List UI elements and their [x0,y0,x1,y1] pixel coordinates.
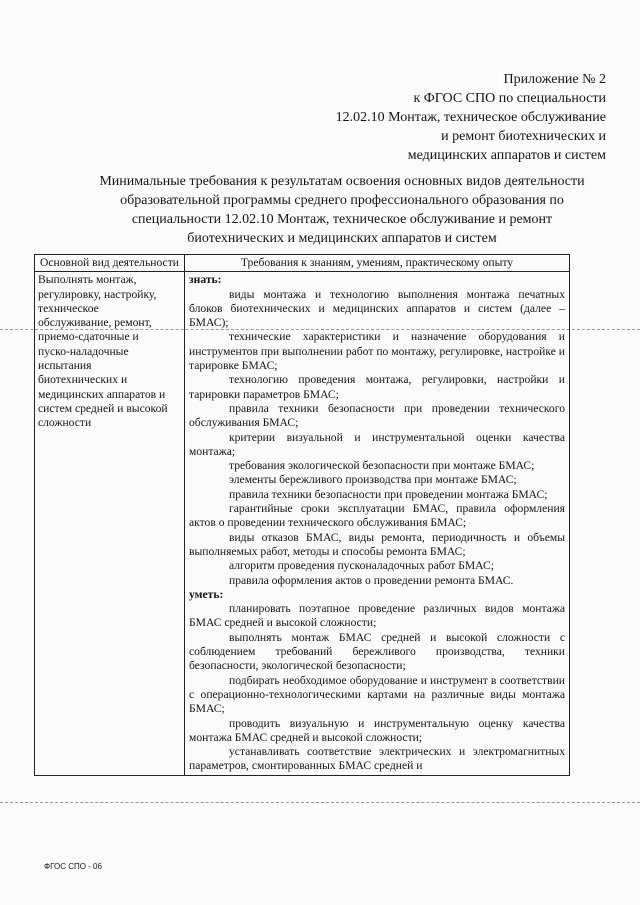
page-footer: ФГОС СПО - 06 [44,862,102,871]
skill-item: проводить визуальную и инструментальную оценку качества монтажа БМАС средней и высокой сложности; [189,716,565,744]
header-activity: Основной вид деятельности [35,255,185,272]
title-line: биотехнических и медицинских аппаратов и систем [187,231,497,246]
skill-item: планировать поэтапное проведение различных видов монтажа БМАС средней и высокой сложности; [189,602,565,630]
activity-line: Выполнять монтаж, [38,273,137,287]
header-requirements: Требования к знаниям, умениям, практическому опыту [185,255,570,272]
know-item: алгоритм проведения пусконаладочных работ БМАС; [229,559,494,573]
title-line: Минимальные требования к результатам освоения основных видов деятельности [99,174,585,189]
know-item: виды монтажа и технологию выполнения монтажа печатных блоков биотехнических и медицинских аппаратов и систем (далее – БМАС); [189,287,565,330]
know-item: требования экологической безопасности при монтаже БМАС; [229,459,535,473]
appendix-line: и ремонт биотехнических и [441,129,606,144]
know-item: критерии визуальной и инструментальной оценки качества монтажа; [189,430,565,458]
know-item: технологию проведения монтажа, регулировки, настройки и тарировки параметров БМАС; [189,373,565,401]
activity-line: систем средней и высокой [38,401,168,415]
activity-line: сложности [38,416,92,430]
know-item: технические характеристики и назначение оборудования и инструментов при выполнении работ по монтажу, регулировке, настройке и тарировке БМАС; [189,330,565,373]
table-header-row [35,255,570,272]
table-row [35,272,570,775]
scan-artifact-line [0,802,640,803]
appendix-line: Приложение № 2 [503,72,606,87]
know-item: гарантийные сроки эксплуатации БМАС, правила оформления актов о проведении технического обслуживания БМАС; [189,502,565,530]
activity-line: биотехнических и [38,373,128,387]
skill-item: подбирать необходимое оборудование и инструмент в соответствии с операционно-технологическими картами на различные виды монтажа БМАС; [189,673,565,716]
appendix-line: к ФГОС СПО по специальности [413,91,606,106]
skill-item: устанавливать соответствие электрических и электромагнитных параметров, смонтированных БМАС средней и [189,745,565,773]
know-item: виды отказов БМАС, виды ремонта, периодичность и объемы выполняемых работ, методы и способы ремонта БМАС; [189,530,565,558]
know-item: правила техники безопасности при проведении технического обслуживания БМАС; [189,401,565,430]
activity-cell [35,272,185,775]
appendix-line: 12.02.10 Монтаж, техническое обслуживание [335,110,606,125]
skill-item: выполнять монтаж БМАС средней и высокой сложности с соблюдением требований бережливого производства, техники безопасности, экологической безопасности; [189,630,565,673]
skills-label: уметь: [189,587,224,601]
document-title [82,172,602,248]
appendix-line: медицинских аппаратов и систем [407,148,606,163]
activity-line: техническое [38,301,99,315]
activity-line: пуско-наладочные [38,344,129,358]
requirements-cell [185,272,570,775]
activity-line: приемо-сдаточные и [38,330,139,344]
know-item: правила техники безопасности при проведении монтажа БМАС; [229,487,548,501]
activity-line: обслуживание, ремонт, [38,316,152,330]
title-line: специальности 12.02.10 Монтаж, техническое обслуживание и ремонт [131,212,553,227]
know-label: знать: [189,273,222,287]
activity-line: испытания [38,359,92,373]
requirements-table [34,254,570,776]
activity-line: регулировку, настройку, [38,287,157,301]
know-item: элементы бережливого производства при монтаже БМАС; [229,473,517,487]
appendix-header [246,70,606,165]
know-item: правила оформления актов о проведении ремонта БМАС. [229,573,514,587]
activity-line: медицинских аппаратов и [38,387,166,401]
title-line: образовательной программы среднего профессионального образования по [120,193,564,208]
